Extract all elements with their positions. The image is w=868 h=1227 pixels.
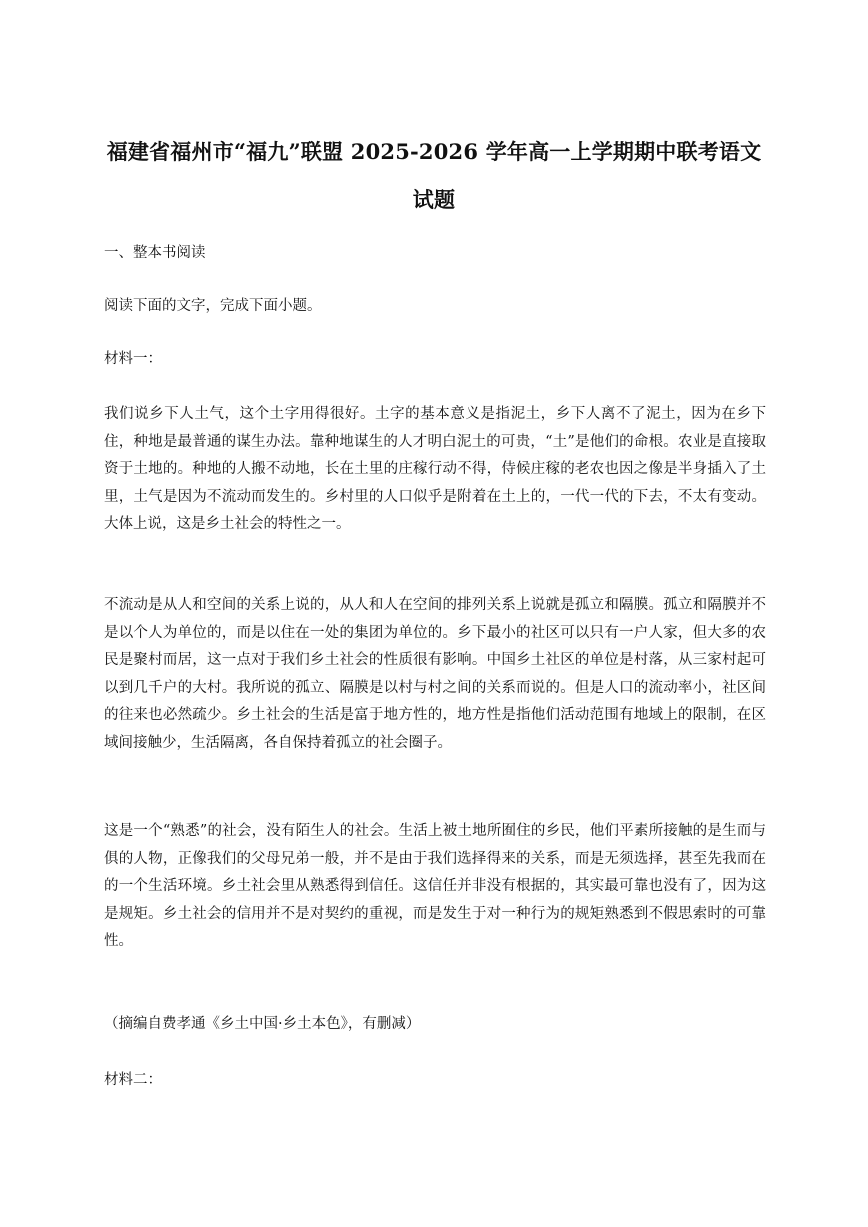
paragraph-1: 我们说乡下人土气，这个土字用得很好。土字的基本意义是指泥土，乡下人离不了泥土，因为在乡下住，种地是最普通的谋生办法。靠种地谋生的人才明白泥土的可贵，“土”是他们的命根。农业是直接取资于土地的。种地的人搬不动地，长在土里的庄稼行动不得，侍候庄稼的老农也因之像是半身插入了土里，土气是因为不流动而发生的。乡村里的人口似乎是附着在土上的，一代一代的下去，不太有变动。大体上说，这是乡土社会的特性之一。 [104,406,766,532]
title-line-1: 福建省福州市“福九”联盟 2025-2026 学年高一上学期期中联考语文 [106,139,762,164]
reading-instruction: 阅读下面的文字，完成下面小题。 [104,298,322,314]
source-citation: （摘编自费孝通《乡土中国·乡土本色》，有删减） [104,1016,421,1032]
document-title [100,128,768,224]
paragraph-2: 不流动是从人和空间的关系上说的，从人和人在空间的排列关系上说就是孤立和隔膜。孤立和隔膜并不是以个人为单位的，而是以住在一处的集团为单位的。乡下最小的社区可以只有一户人家，但大多的农民是聚村而居，这一点对于我们乡土社会的性质很有影响。中国乡土社区的单位是村落，从三家村起可以到几千户的大村。我所说的孤立、隔膜是以村与村之间的关系而说的。但是人口的流动率小，社区间的往来也必然疏少。乡土社会的生活是富于地方性的，地方性是指他们活动范围有地域上的限制，在区域间接触少，生活隔离，各自保持着孤立的社会圈子。 [104,597,766,751]
section-heading: 一、整本书阅读 [104,245,206,261]
title-line-2: 试题 [412,187,456,212]
material-1-label: 材料一： [104,351,162,367]
material-2-label: 材料二： [104,1072,162,1088]
paragraph-3: 这是一个“熟悉”的社会，没有陌生人的社会。生活上被土地所囿住的乡民，他们平素所接触的是生而与俱的人物，正像我们的父母兄弟一般，并不是由于我们选择得来的关系，而是无须选择，甚至先我而在的一个生活环境。乡土社会里从熟悉得到信任。这信任并非没有根据的，其实最可靠也没有了，因为这是规矩。乡土社会的信用并不是对契约的重视，而是发生于对一种行为的规矩熟悉到不假思索时的可靠性。 [104,823,766,949]
